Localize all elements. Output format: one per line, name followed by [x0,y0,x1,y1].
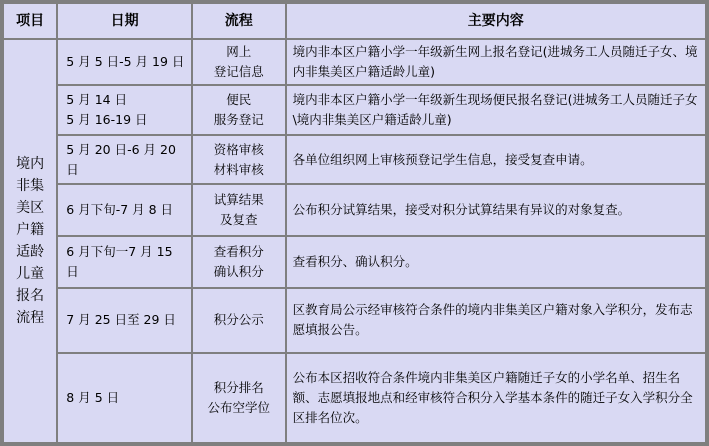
process-line: 公布空学位 [207,399,271,415]
process-line: 试算结果 [213,191,264,207]
process-line: 资格审核 [213,141,264,157]
process-line: 便民 [226,92,252,108]
process-cell [193,40,285,84]
header-content: 主要内容 [287,4,705,38]
header-process: 流程 [193,4,285,38]
content-cell: 各单位组织网上审核预登记学生信息，接受复查申请。 [287,136,705,182]
process-line: 积分排名 [213,379,264,395]
date-line: 5 月 16-19 日 [66,112,148,128]
date-cell [58,136,191,182]
category-cell [4,40,56,442]
date-line: 5 月 14 日 [66,92,128,108]
date-cell [58,185,191,235]
content-cell: 公布积分试算结果，接受对积分试算结果有异议的对象复查。 [287,185,705,235]
date-line: 5 月 20 日-6 月 20 日 [66,141,176,177]
process-cell [193,289,285,351]
process-line: 材料审核 [213,161,264,177]
date-line: 8 月 5 日 [66,389,120,405]
process-cell [193,237,285,287]
date-cell [58,354,191,443]
date-line: 5 月 5 日-5 月 19 日 [66,54,185,70]
date-line: 6 月下旬-7 月 8 日 [66,201,174,217]
date-line: 7 月 25 日至 29 日 [66,312,176,328]
date-cell [58,40,191,84]
process-cell [193,86,285,134]
process-line: 积分公示 [213,312,264,328]
content-cell: 境内非本区户籍小学一年级新生网上报名登记(进城务工人员随迁子女、境内非集美区户籍适龄儿童) [287,40,705,84]
enrollment-process-table [2,2,707,444]
content-cell: 境内非本区户籍小学一年级新生现场便民报名登记(进城务工人员随迁子女\境内非集美区户籍适龄儿童) [287,86,705,134]
table-row [4,237,705,287]
date-line: 6 月下旬一7 月 15 日 [66,244,173,280]
content-cell: 查看积分、确认积分。 [287,237,705,287]
process-cell [193,354,285,443]
process-cell [193,185,285,235]
content-cell: 区教育局公示经审核符合条件的境内非集美区户籍对象入学积分，发布志愿填报公告。 [287,289,705,351]
category-label: 境内非集美区户籍适龄儿童报名流程 [16,156,45,326]
header-row [4,4,705,38]
process-line: 确认积分 [213,264,264,280]
content-cell: 公布本区招收符合条件境内非集美区户籍随迁子女的小学名单、招生名额、志愿填报地点和经审核符合积分入学基本条件的随迁子女入学积分全区排名位次。 [287,354,705,443]
process-line: 服务登记 [213,112,264,128]
process-line: 及复查 [220,211,258,227]
header-date: 日期 [58,4,191,38]
process-line: 登记信息 [213,64,264,80]
process-line: 网上 [226,44,252,60]
table-row [4,136,705,182]
process-line: 查看积分 [213,244,264,260]
date-cell [58,237,191,287]
header-item: 项目 [4,4,56,38]
table-row [4,86,705,134]
date-cell [58,86,191,134]
table-row [4,185,705,235]
table-row [4,354,705,443]
date-cell [58,289,191,351]
table-row [4,40,705,84]
process-cell [193,136,285,182]
table-row [4,289,705,351]
